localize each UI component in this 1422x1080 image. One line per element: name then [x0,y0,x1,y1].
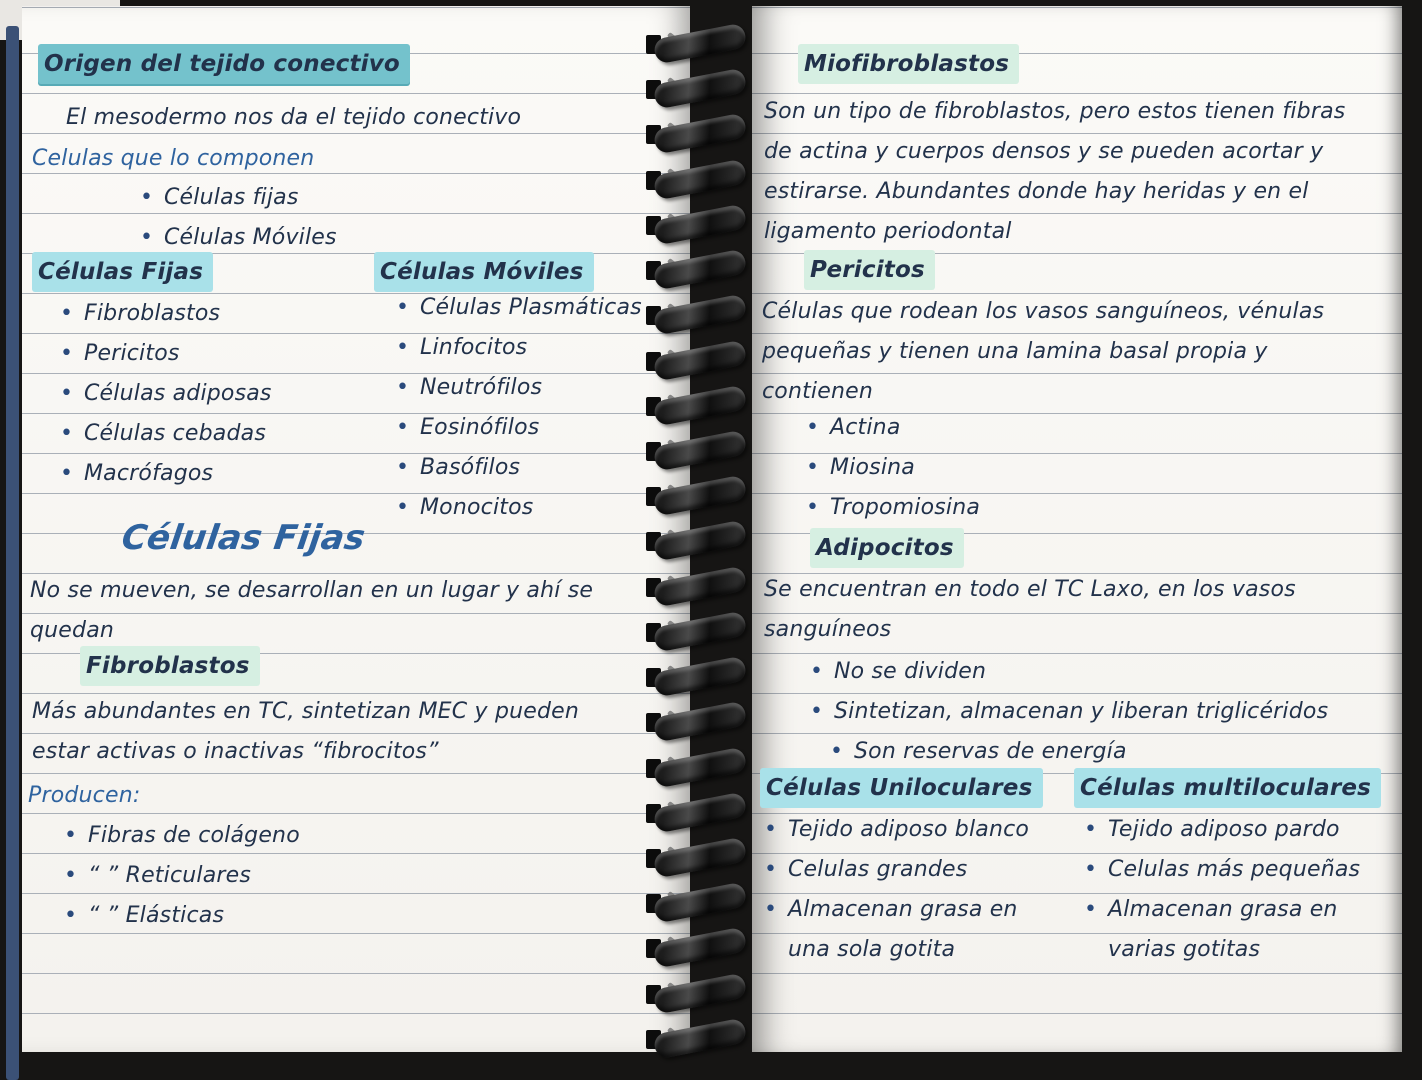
list-item-label: Almacenan grasa en una sola gotita [788,897,1018,962]
bullet-icon: • [396,295,410,320]
mobile-cells-header [374,252,594,293]
list-item-label: Células fijas [164,185,299,210]
mobile-cells-list [394,288,642,528]
fijas-section-heading: Células Fijas [119,518,368,558]
bullet-icon: • [60,341,74,366]
bullet-icon: • [60,421,74,446]
spiral-wire-highlight [667,891,697,916]
spiral-wire-highlight [667,258,697,283]
spiral-coil [644,211,764,238]
spiral-coil [644,1025,764,1052]
produce-label: Producen: [28,783,141,808]
list-item [62,896,300,936]
list-item-label: Células cebadas [84,421,266,446]
list-item-label: Tropomiosina [830,495,981,520]
spiral-wire-highlight [667,77,697,102]
miofibroblastos-heading-label: Miofibroblastos [798,44,1019,84]
spiral-coil [644,708,764,735]
bullet-icon: • [396,415,410,440]
mobile-cells-header-label: Células Móviles [374,252,594,292]
fixed-cells-header [32,252,213,293]
bullet-icon: • [396,375,410,400]
list-item-label: “ ” Elásticas [88,903,225,928]
list-item [394,328,642,368]
spiral-wire-highlight [667,936,697,961]
list-item [394,448,642,488]
list-item-label: Pericitos [84,341,180,366]
bullet-icon: • [396,455,410,480]
list-item [804,448,980,488]
bullet-icon: • [806,495,820,520]
spiral-coil [644,844,764,871]
spiral-coil [644,980,764,1007]
multilocular-header-label: Células multiloculares [1074,768,1381,808]
list-item-label: No se dividen [834,659,987,684]
bullet-icon: • [1084,857,1098,882]
spiral-wire-highlight [667,846,697,871]
fixed-cells-list [58,294,272,494]
list-item [394,368,642,408]
list-item [762,850,1052,890]
list-item [804,408,980,448]
list-item-label: Miosina [830,455,915,480]
list-item-label: Sintetizan, almacenan y liberan triglicéridos [834,699,1329,724]
spiral-wire-highlight [667,665,697,690]
list-item [808,692,1388,732]
left-title [38,44,410,85]
list-item [394,488,642,528]
pericitos-heading [804,250,935,291]
spiral-wire-highlight [667,394,697,419]
bullet-icon: • [396,495,410,520]
list-item [808,732,1388,772]
bullet-icon: • [140,185,154,210]
left-intro: El mesodermo nos da el tejido conectivo [66,105,522,130]
list-item-label: Células adiposas [84,381,272,406]
multilocular-list [1082,810,1382,970]
adipocitos-heading-label: Adipocitos [810,528,964,568]
spiral-wire-highlight [667,32,697,57]
list-item-label: Fibroblastos [84,301,221,326]
spiral-coil [644,30,764,57]
spiral-wire-highlight [667,349,697,374]
notebook-cover-edge [6,26,19,1080]
list-item [58,374,272,414]
spiral-wire-highlight [667,756,697,781]
pericitos-body: Células que rodean los vasos sanguíneos, vénulas pequeñas y tienen una lamina basal propia y contienen [762,299,1325,404]
list-item [62,856,300,896]
list-item-label: Celulas más pequeñas [1108,857,1361,882]
right-page [752,6,1402,1052]
bullet-icon: • [810,659,824,684]
bullet-icon: • [60,301,74,326]
list-item [762,810,1052,850]
list-item-label: Tejido adiposo blanco [788,817,1030,842]
unilocular-header [760,768,1043,809]
list-item-label: Monocitos [420,495,534,520]
fibroblastos-heading [80,646,260,687]
list-item [58,334,272,374]
list-item [804,488,980,528]
spiral-wire-highlight [667,620,697,645]
list-item-label: Neutrófilos [420,375,543,400]
bullet-icon: • [764,857,778,882]
list-item [808,652,1388,692]
list-item [394,408,642,448]
spiral-coil [644,934,764,961]
spiral-wire-highlight [667,529,697,554]
fijas-section-body: No se mueven, se desarrollan en un lugar y ahí se quedan [30,578,594,643]
spiral-wire-highlight [667,575,697,600]
list-item [62,816,300,856]
left-page [22,6,690,1052]
spiral-wire-highlight [667,168,697,193]
fibroblastos-heading-label: Fibroblastos [80,646,260,686]
unilocular-list [762,810,1052,970]
bullet-icon: • [810,699,824,724]
adipocitos-body: Se encuentran en todo el TC Laxo, en los vasos sanguíneos [764,577,1296,642]
produce-list [62,816,300,936]
bullet-icon: • [764,897,778,922]
list-item [58,454,272,494]
multilocular-header [1074,768,1381,809]
spiral-wire-highlight [667,213,697,238]
bullet-icon: • [60,461,74,486]
bullet-icon: • [60,381,74,406]
bullet-icon: • [830,739,844,764]
bullet-icon: • [64,903,78,928]
adipocitos-heading [810,528,964,569]
miofibroblastos-body: Son un tipo de fibroblastos, pero estos tienen fibras de actina y cuerpos densos y se pueden acortar y estirarse. Abundantes donde hay heridas y en el ligamento periodontal [764,99,1346,244]
spiral-coil [644,392,764,419]
list-item-label: Tejido adiposo pardo [1108,817,1340,842]
list-item-label: Son reservas de energía [854,739,1127,764]
list-item [1082,810,1382,850]
list-item [762,890,1052,970]
left-title-highlight: Origen del tejido conectivo [38,44,410,84]
list-item [138,178,337,218]
spiral-coil [644,120,764,147]
spiral-coil [644,663,764,690]
list-item-label: Basófilos [420,455,521,480]
spiral-coil [644,256,764,283]
spiral-coil [644,618,764,645]
bullet-icon: • [64,863,78,888]
bullet-icon: • [1084,897,1098,922]
list-item-label: Células Plasmáticas [420,295,642,320]
spiral-coil [644,573,764,600]
spiral-coil [644,527,764,554]
pericitos-list [804,408,980,528]
adipocitos-list [808,652,1388,772]
spiral-coil [644,301,764,328]
list-item [58,414,272,454]
unilocular-header-label: Células Uniloculares [760,768,1043,808]
compose-list [138,178,337,258]
bullet-icon: • [806,415,820,440]
list-item-label: Fibras de colágeno [88,823,300,848]
spiral-wire-highlight [667,439,697,464]
list-item [1082,850,1382,890]
spiral-wire-highlight [667,710,697,735]
spiral-coil [644,482,764,509]
bullet-icon: • [396,335,410,360]
compose-label: Celulas que lo componen [32,146,315,171]
spiral-wire-highlight [667,122,697,147]
spiral-wire-highlight [667,303,697,328]
bullet-icon: • [806,455,820,480]
spiral-coil [644,754,764,781]
spiral-coil [644,75,764,102]
bullet-icon: • [764,817,778,842]
list-item-label: Eosinófilos [420,415,540,440]
bullet-icon: • [64,823,78,848]
list-item-label: Celulas grandes [788,857,968,882]
list-item [1082,890,1382,970]
bullet-icon: • [1084,817,1098,842]
list-item-label: Actina [830,415,901,440]
bullet-icon: • [140,225,154,250]
spiral-wire-highlight [667,982,697,1007]
pericitos-heading-label: Pericitos [804,250,935,290]
spiral-wire-highlight [667,1027,697,1052]
list-item-label: “ ” Reticulares [88,863,252,888]
spiral-coil [644,347,764,374]
list-item-label: Linfocitos [420,335,528,360]
spiral-coil [644,799,764,826]
fixed-cells-header-label: Células Fijas [32,252,213,292]
spiral-coil [644,889,764,916]
list-item [58,294,272,334]
spiral-wire-highlight [667,801,697,826]
spiral-coil [644,437,764,464]
spiral-binding [644,30,764,1052]
list-item-label: Macrófagos [84,461,214,486]
fibroblastos-body: Más abundantes en TC, sintetizan MEC y pueden estar activas o inactivas “fibrocitos” [32,699,580,764]
miofibroblastos-heading [798,44,1019,85]
spiral-coil [644,166,764,193]
list-item-label: Almacenan grasa en varias gotitas [1108,897,1338,962]
list-item [394,288,642,328]
list-item-label: Células Móviles [164,225,337,250]
spiral-wire-highlight [667,484,697,509]
